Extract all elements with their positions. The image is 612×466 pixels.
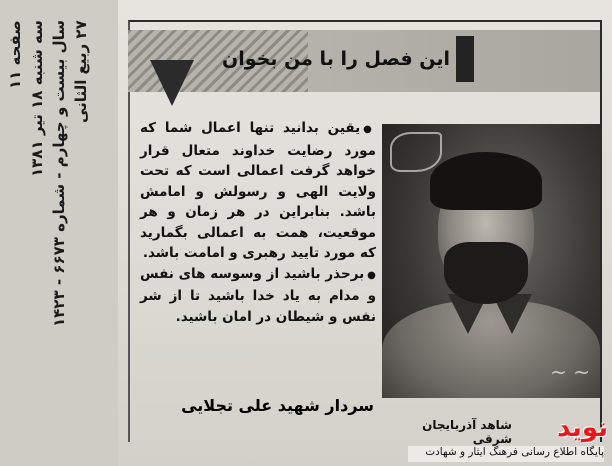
hair-shape xyxy=(430,152,542,210)
signature-mark-icon xyxy=(390,132,442,172)
issue-info-vertical xyxy=(4,20,114,450)
watermark-logo: نوید xyxy=(557,413,608,443)
article-body xyxy=(140,118,376,418)
hijri-date: ۲۷ ربیع الثانی xyxy=(72,20,90,123)
date-line: سه شنبه ۱۸ تیر ۱۳۸۱ xyxy=(28,20,46,177)
triangle-ornament xyxy=(150,60,194,106)
paragraph-1 xyxy=(140,118,376,264)
bullet-icon: ● xyxy=(363,124,376,135)
signature-scribble-icon: ~ ~ xyxy=(550,360,590,384)
watermark-tagline: پایگاه اطلاع رسانی فرهنگ ایثار و شهادت xyxy=(408,446,604,462)
site-watermark xyxy=(408,408,608,464)
title-marker xyxy=(456,36,474,82)
portrait-photo xyxy=(382,124,600,398)
beard-shape xyxy=(444,242,528,304)
author-name: سردار شهید علی تجلایی xyxy=(181,396,374,415)
section-title: این فصل را با من بخوان xyxy=(222,48,450,70)
issue-line: سال بیست و چهارم - شماره ۶۶۷۳ - ۱۴۲۳ xyxy=(50,20,68,328)
paragraph-1-text: یقین بدانید تنها اعمال شما که مورد رضایت خداوند متعال قرار خواهد گرفت اعمالی است که تحت ولایت الهی و رسولش و امامش باشد. بنابراین در هر زمان و هر موقعیت، همت به اعمالی بگمارید که مورد تایید رهبری و امامت باشد. xyxy=(140,120,376,261)
paragraph-2 xyxy=(140,264,376,328)
bullet-icon: ● xyxy=(367,269,376,281)
watermark-name: شاهد آذربایجان شرقی xyxy=(422,418,512,446)
page-number: صفحه ۱۱ xyxy=(6,20,24,89)
paragraph-2-text: برحذر باشید از وسوسه های نفس و مدام به یاد خدا باشید تا از شر نفس و شیطان در امان باشید. xyxy=(140,265,376,325)
